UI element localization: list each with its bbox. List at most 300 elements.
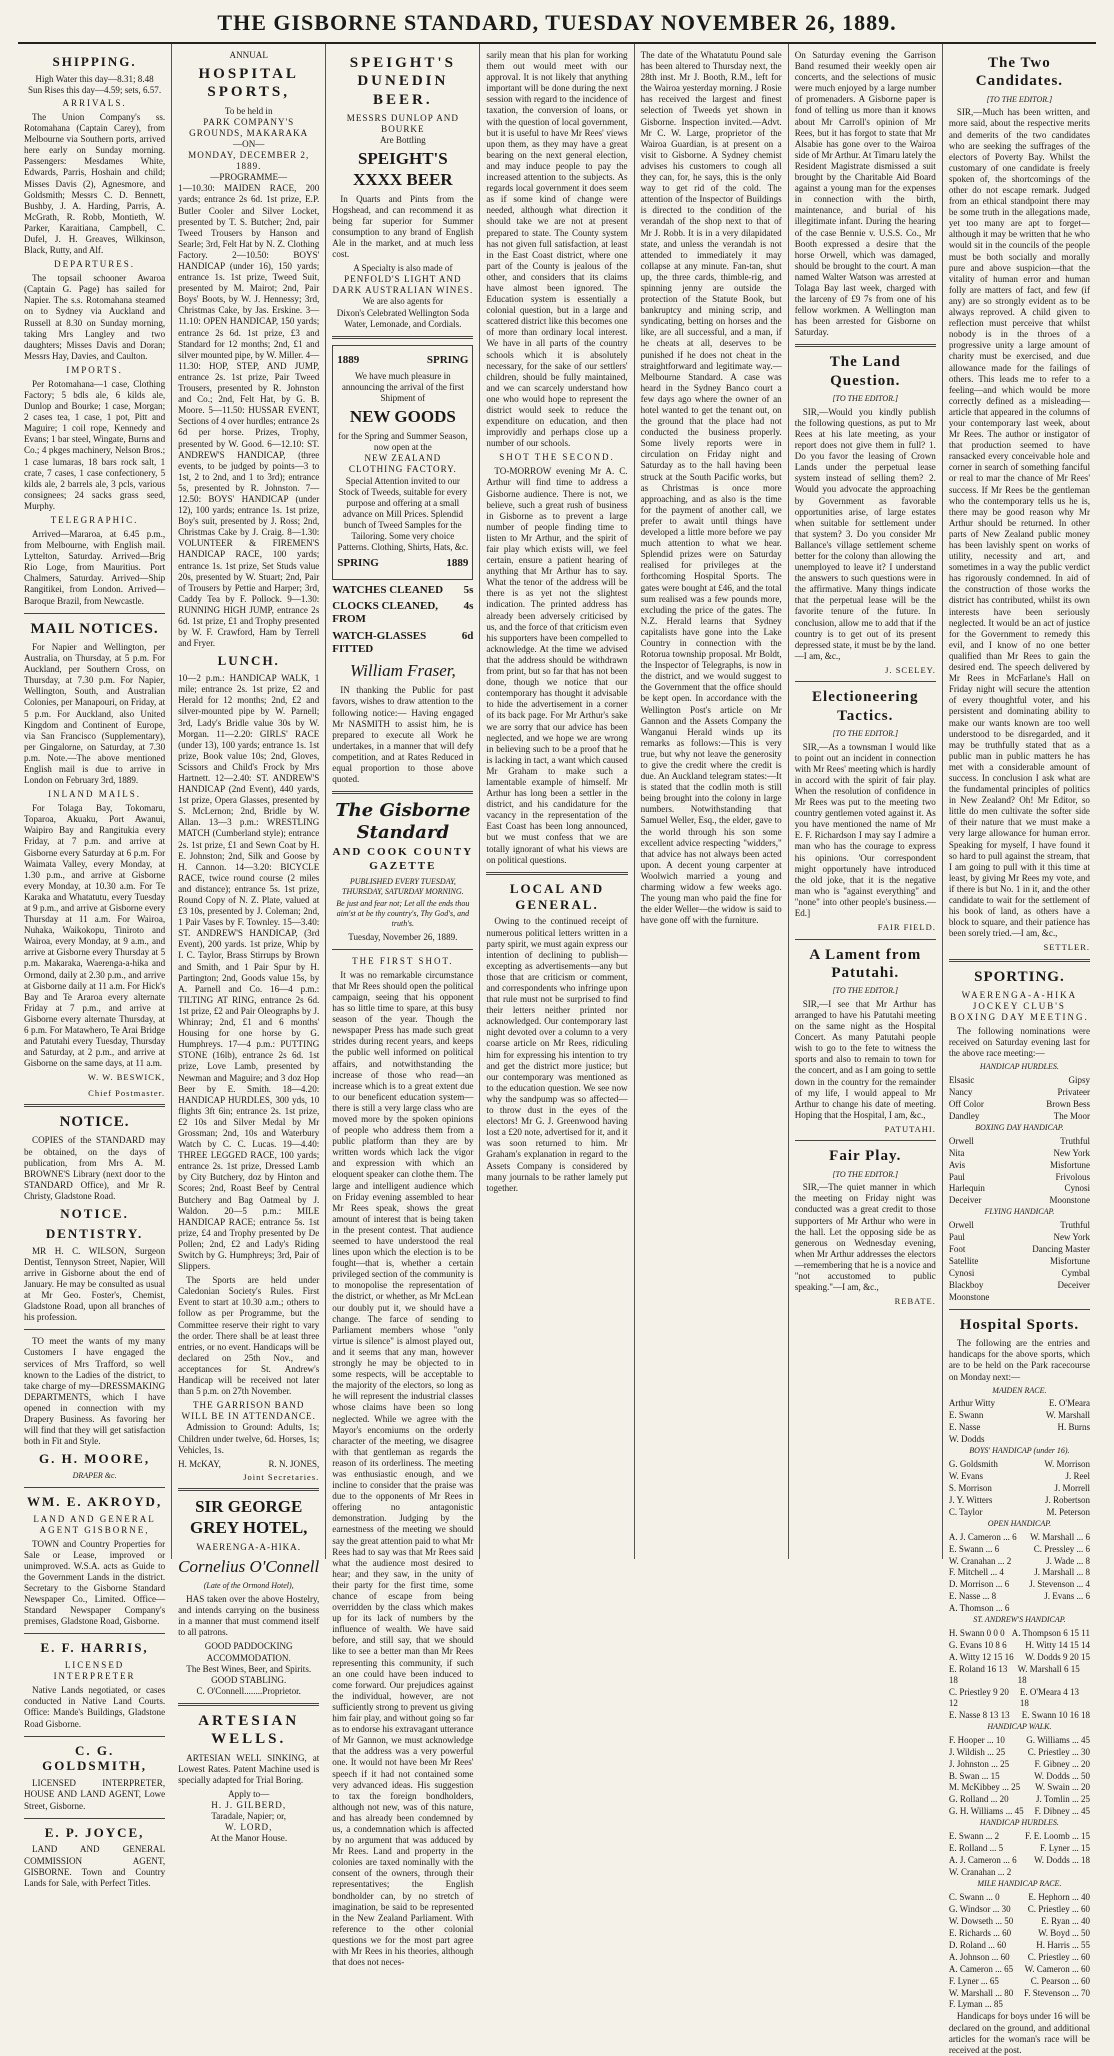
entry: A. Johnson ... 60 bbox=[948, 1951, 1010, 1962]
entry: E. Swann ... 6 bbox=[948, 1543, 1000, 1554]
entry: W. Swain ... 20 bbox=[1035, 1782, 1090, 1793]
mile-heading: MILE HANDICAP RACE. bbox=[977, 1879, 1062, 1889]
entry: F. Stevenson ... 70 bbox=[1023, 1987, 1090, 1998]
column-shipping bbox=[18, 44, 172, 1888]
shot2-text: TO-MORROW evening Mr A. C. Arthur will find time to address a Gisborne audience. There is not, we believe, such a great rush of business in Gisborne as to prevent a large number of people finding time to listen to Mr Arthur, and the spirit of fair play which exists will, we feel certain, ensure a patient hearing of anything that Mr Arthur has to say. What the tenor of the address will be there is as yet not the slightest indication. The printed address has already been adversely criticised by us, and the force of that criticism even his supporters have been compelled to acknowledge. At the time we advised that the address should be withdrawn from print, but so far that has not been done, though we notice that our contemporary has thought it advisable to hide the advertisement in a corner of its back page. For Mr Arthur's sake we are sorry that our advice has been neglected, and we hope we are wrong in believing such to be a proof that he is lacking in tact, a want which caused Mr Graham to make such a lamentable example of himself. Mr Arthur has long been a settler in the district, and his candidature for the vacancy in the representation of the East Coast has been long announced, but we must confess that we are totally ignorant of what his views are on political questions. bbox=[486, 466, 628, 865]
entry-row bbox=[949, 1111, 1090, 1122]
notice-heading: NOTICE. bbox=[59, 1114, 130, 1131]
first-shot-text: It was no remarkable circumstance that Mr Rees should open the political campaign, seeing that his opponent has so little time to spare, at this busy season of the year. Though the newspaper Press has made such great strides during recent years, and keeps the public well informed on political affairs, and notwithstanding the increase of those who read—an increase which is to a great extent due to our beneficent education system—there is still a very large class who are moved more by the spoken opinions of people who address them from a public platform than they are by written words which lack the vigor and expression with which an eloquent speaker can clothe them. The large and intelligent audience which on Friday evening assembled to hear Mr Rees speak, shows the great amount of interest that is being taken in the present contest. That audience seemed to have understood the real lines upon which the election is to be fought—that is, whether a certain privileged section of the community is to monopolise the representation of the district, or whether, as Mr McLean our doubly put it, we should have a change. The farce of sending to Parliament members whose "only virtue is silence" is almost played out, and it seems that any man, however strongly he may be objected to in some respects, will be acceptable to the majority of the electors, so long as he will represent the industrial classes whose claims have been so long neglected. While we agree with the Mayor's encomiums on the orderly character of the meeting, we disagree with that gentleman as regards the reason of its orderliness. The meeting was enthusiastic enough, and we incline to consider that the praise was due to the opponents of Mr Rees in offering no antagonistic demonstration. Judging by the earnestness of the meeting we should say the great attention paid to what Mr Rees had to say was that Mr Rees said what the audience most desired to hear; and they saw, in the unity of their party for the first time, some chance of escape from being overridden by the class which makes up for its lack of numbers by the influence of wealth. We have said before, and still say, that we should like to see a better man than Mr Rees representing this community, if such an one could have been induced to come forward. Our prejudices against the individual, however, are not sufficiently strong to prevent us giving him fair play, and without going so far as to endorse his extravagant utterance of Mr Gannon, we must acknowledge that the address was a very powerful one. It would not have been Mr Rees' speech if it had not contained some very advanced ideas. His suggestion to tax the foreign bondholders, although not new, was of this nature, and has already been condemned by us, a condemnation which is affected by no argument that was adduced by Mr Rees. Land and property in the colonies are taxed nominally with the consent of the owners, through their representatives; the English bondholder can, by no stretch of imagination, be said to be represented in the New Zealand Parliament. With reference to the other colonial questions we for the most part agree with Mr Rees in his theories, although that does not neces- bbox=[332, 969, 474, 1968]
entry: Moonstone bbox=[1049, 1195, 1090, 1206]
hurdles2-heading: HANDICAP HURDLES. bbox=[979, 1818, 1059, 1828]
clocks-label: CLOCKS CLEANED, FROM bbox=[332, 600, 439, 626]
fair-signature: REBATE. bbox=[894, 1296, 936, 1307]
boys-heading: BOYS' HANDICAP (under 16). bbox=[969, 1446, 1070, 1456]
entry: J. Morrell bbox=[1054, 1482, 1090, 1493]
nz-factory: NEW ZEALAND CLOTHING FACTORY. bbox=[348, 453, 457, 475]
entry: J. Tomlin ... 25 bbox=[1036, 1794, 1090, 1805]
divider bbox=[949, 1309, 1090, 1310]
maiden-heading: MAIDEN RACE. bbox=[992, 1385, 1047, 1395]
divider bbox=[178, 1703, 319, 1706]
divider bbox=[795, 344, 936, 347]
entry-row bbox=[949, 1747, 1090, 1758]
entry-row bbox=[949, 1483, 1090, 1494]
telegraphic-heading: TELEGRAPHIC. bbox=[50, 515, 139, 526]
entry: Misfortune bbox=[1049, 1256, 1090, 1267]
glasses-label: WATCH-GLASSES FITTED bbox=[332, 629, 427, 656]
lament-to-editor: [TO THE EDITOR.] bbox=[832, 986, 899, 996]
entry: Nancy bbox=[948, 1086, 973, 1097]
inland-heading: INLAND MAILS. bbox=[48, 789, 142, 800]
entry-row bbox=[949, 1148, 1090, 1159]
divider bbox=[24, 1487, 165, 1488]
fair-to-editor: [TO THE EDITOR.] bbox=[832, 1169, 899, 1179]
entry: W. Marshall ... 80 bbox=[948, 1987, 1014, 1998]
entry: C. Pressley ... 6 bbox=[1033, 1543, 1090, 1554]
sporting-closing: Handicaps for boys under 16 will be declared on the ground, and additional articles for the woman's race will be received at the post. bbox=[948, 2011, 1090, 2055]
entry-row bbox=[949, 1831, 1090, 1842]
candidates-heading: The Two Candidates. bbox=[975, 55, 1064, 90]
entry-row bbox=[949, 1256, 1090, 1267]
entry-row bbox=[949, 1603, 1090, 1614]
entry: H. Witty 14 15 14 bbox=[1025, 1640, 1090, 1651]
entry: W. Morrison bbox=[1044, 1458, 1090, 1469]
local-text: Owing to the continued receipt of numerous political letters written in a party spirit, we must again express our intention of declining to publish—excepting as advertisements—any but those that are criticism or comment, and correspondents who infringe upon that rule must not be surprised to find their letters neither printed nor acknowledged. Our contemporary last night devoted over a column to a very coarse article on Mr Rees, ridiculing him for expressing his intention to try and get the district more justice; but our contemporary was mentioned as to the education question. We see now why the sandpump was so affected—to throw dust in the eyes of the electors! Mr G. J. Greenwood having lost a £20 note, advertised for it, and it was soon returned to him. Mr Graham's explanation in regard to the Assets Company is considered by many journals to be rather lamely put together. bbox=[486, 916, 628, 1193]
spring-word: SPRING bbox=[426, 353, 469, 366]
inland-text: For Tolaga Bay, Tokomaru, Toparoa, Akuaku, Port Awanui, Waipiro Bay and Rangitukia every Friday, at 7 p.m. and arrive at Gisborne every Saturday at 6 p.m. For Waimata Valley, every Monday, at 1.30 p.m., and arrive at Gisborne every Monday, at 10.30 a.m. For Te Karaka and Whatatutu, every Tuesday at 9 p.m., and arrive at Gisborne every Thursday at 11 a.m. For Wairoa, Nuhaka, Waikokopu, Tiniroto and Wairoa, every Monday, at 9 a.m., and arrive at Gisborne every Thursday at 5 p.m. Makaraka, Waerenga-a-hika and Ormond, daily at 2.30 p.m., and arrive at Gisborne daily at 11 a.m. For Hick's Bay and Te Araroa every alternate Friday at 7 p.m., and arrive at Gisborne every alternate Thursday, at 6 p.m. For Matawhero, Te Arai Bridge and Patutahi every Tuesday, Thursday and Saturday, at 2 p.m., and arrive at Gisborne on the same days, at 11 a.m. bbox=[24, 803, 166, 1069]
entry: J. Wildish ... 25 bbox=[948, 1746, 1006, 1757]
harris-text: Native Lands negotiated, or cases conducted in Native Land Courts. Office: Mande's Buildings, Gladstone Road Gisborne. bbox=[24, 1685, 166, 1729]
entry: C. Priestley ... 60 bbox=[1027, 1951, 1090, 1962]
entry-row bbox=[949, 1904, 1090, 1915]
elect-signature: FAIR FIELD. bbox=[877, 922, 936, 933]
nz-text: Special Attention invited to our Stock of Tweeds, suitable for every purpose and offering at a small advance on Mill Prices. Splendid bunch of Tweed Samples for the Tailoring. Some very choice Patterns. Clothing, Shirts, Hats, &c. bbox=[337, 475, 469, 553]
entry-row bbox=[949, 1292, 1090, 1303]
entry: D. Roland ... 60 bbox=[948, 1939, 1007, 1950]
joint-secretaries: Joint Secretaries. bbox=[243, 1471, 320, 1482]
column-sports-ad bbox=[172, 44, 326, 1844]
spring-word-bottom: SPRING bbox=[337, 557, 379, 570]
secretaries-row bbox=[178, 1459, 319, 1470]
dentistry-heading: DENTISTRY. bbox=[45, 1225, 144, 1241]
fair-text: SIR,—The quiet manner in which the meeting on Friday night was conducted was a great credit to those supporters of Mr Arthur who were in the hall. Let the opposing side be as generous on Wednesday evening, when Mr Arthur addresses the electors—remembering that he is a novice and "not accustomed to public speaking."—I am, &c., bbox=[794, 1182, 936, 1293]
entry-row bbox=[949, 1471, 1090, 1482]
moore-name: G. H. MOORE, bbox=[39, 1451, 151, 1467]
candidates-signature: SETTLER. bbox=[1043, 942, 1090, 953]
arrivals-heading: ARRIVALS. bbox=[62, 98, 127, 109]
entry: F. Mitchell ... 4 bbox=[948, 1567, 1004, 1578]
spring-year-bottom: 1889 bbox=[446, 557, 469, 570]
entry: W. Boyd ... 50 bbox=[1038, 1927, 1090, 1938]
elect-text: SIR,—As a townsman I would like to point out an incident in connection with Mr Rees' meeting which is hardly in accord with the spirit of fair play. When the resolution of confidence in Mr Rees was put to the meeting two country gentlemen voted against it. As you have mentioned the name of Mr E. F. Richardson I may say I admire a man who has the courage to express his opinions. 'Our correspondent might opportunely have introduced the old joke, that it is the negative man who is "against everything" and "none" into other people's business.—Ed.] bbox=[794, 741, 936, 919]
divider bbox=[332, 336, 473, 339]
entry: Orwell bbox=[948, 1135, 974, 1146]
harris-sub: LICENSED INTERPRETER bbox=[53, 1660, 136, 1682]
entry: G. H. Williams ... 45 bbox=[948, 1806, 1024, 1817]
entry-row bbox=[949, 1928, 1090, 1939]
divider bbox=[332, 791, 473, 794]
flying-heading: FLYING HANDICAP. bbox=[984, 1207, 1055, 1217]
entry: A. Witty 12 15 16 bbox=[948, 1652, 1014, 1663]
column-ads-editorial bbox=[326, 44, 480, 1968]
lunch-text: 10—2 p.m.: HANDICAP WALK, 1 mile; entrance 2s. 1st prize, £2 and Herald for 12 months; 2nd, £2 and silver-mounted pipe by W. Parnell; 3rd, Lady's Bridle value 30s by W. Morgan. 11—2.20: GIRLS' RACE (under 13), 100 yards; entrance 1s. 1st prize, Book value 10s; 2nd, Gloves, Scissors and Child's Frock by Mrs Hartnett. 12—2.40: ST. ANDREW'S HANDICAP (2nd Event), 440 yards, 1st prize, Opera Glasses, presented by S. McLernon; 2nd, Bridle by W. Allan. 13—3 p.m.: WRESTLING MATCH (Cumberland style); entrance 2s. 1st prize, £1 and Sewn Coat by H. E. Johnston; 2nd, Silk and Goose by H. Cannon. 14—3.20: BICYCLE RACE, twice round course (2 miles and distance); entrance 5s. 1st prize, Round Copy of N. Z. Plate, valued at £3 10s, presented by J. Coleman; 2nd, 1 Pair Vases by F. Townley. 15—3.40: ST. ANDREW'S HANDICAP, (3rd Event), 200 yards. 1st prize, Whip by I. C. Taylor, Brass Stirrups by Brown and Smith, and 1 Pair Spur by H. Partington; 2nd, Goods value 15s, by A. Parnell and Co. 16—4 p.m.: TILTING AT RING, entrance 2s 6d. 1st prize, £2 and Pair Oleographs by J. Whinray; 2nd, £1 and 6 months' Housing for one horse by G. Humphreys. 17—4 p.m.: PUTTING STONE (16lb), entrance 2s 6d. 1st prize, Love Lamb, presented by Newman and Maguire; and 3 doz Hop Beer by E. Smith. 18—4.20: HANDICAP HURDLES, 300 yds, 10 flights 3ft 6in; entrance 2s. 1st prize, £2 10s and Silver Medal by Mr Grossman; 2nd, 10s and Waterbury Watch by C. C. Lucas. 19—4.40: THREE LEGGED RACE, 100 yards; entrance 2s. 1st prize, Dressed Lamb by City Butchery, doz by Hinton and Scores; 2nd, Roast Beef by Central Butchery and Bag Oatmeal by J. Waldon. 20—5 p.m.: MILE HANDICAP RACE; entrance 5s. 1st prize, £4 and Trophy presented by De Pollen; 2nd, £2 and Lady's Riding Switch by G. Humphreys; 3rd, Pair of Slippers. bbox=[178, 673, 320, 1272]
entry: J. Wade ... 8 bbox=[1046, 1555, 1090, 1566]
entry: W. Dodds 9 20 15 bbox=[1025, 1652, 1090, 1663]
glasses-row bbox=[332, 630, 473, 657]
entry: M. McKibbey ... 25 bbox=[948, 1782, 1021, 1793]
divider bbox=[24, 613, 165, 614]
entry: A. J. Cameron ... 6 bbox=[948, 1531, 1017, 1542]
entry: E. Richards ... 60 bbox=[948, 1927, 1012, 1938]
entry-row bbox=[949, 1916, 1090, 1927]
entry: H. Burns bbox=[1057, 1422, 1090, 1433]
bottling: Are Bottling bbox=[379, 135, 426, 146]
shot2-heading: SHOT THE SECOND. bbox=[499, 452, 615, 463]
entry: Paul bbox=[948, 1171, 965, 1182]
watches-price: 5s bbox=[463, 583, 474, 596]
tide-line: High Water this day—8.31; 8.48 bbox=[35, 73, 154, 84]
imports-heading: IMPORTS. bbox=[66, 364, 123, 375]
entry: W. Cranahan ... 2 bbox=[948, 1867, 1012, 1878]
divider bbox=[24, 1818, 165, 1819]
entry: C. Priestley ... 30 bbox=[1027, 1746, 1090, 1757]
entry: C. Swann ... 0 bbox=[948, 1891, 1000, 1902]
standrew-heading: ST. ANDREW'S HANDICAP. bbox=[973, 1615, 1066, 1625]
entry-row bbox=[949, 1771, 1090, 1782]
artesian-text: ARTESIAN WELL SINKING, at Lowest Rates. Patent Machine used is specially adapted for Trial Boring. bbox=[178, 1752, 320, 1785]
entry: G. Windsor ... 30 bbox=[948, 1903, 1011, 1914]
entry-row bbox=[949, 1244, 1090, 1255]
entry: Gipsy bbox=[1068, 1074, 1090, 1085]
entry: J. Reel bbox=[1065, 1470, 1090, 1481]
harris-name: E. F. HARRIS, bbox=[40, 1640, 149, 1656]
entry: The Moor bbox=[1053, 1110, 1090, 1121]
entry: J. Robertson bbox=[1044, 1494, 1090, 1505]
programme-heading: —PROGRAMME— bbox=[210, 172, 288, 183]
spring-ad bbox=[332, 345, 473, 580]
imports-text: Per Rotomahana—1 case, Clothing Factory; 5 bdls ale, 6 kilds ale, Dunlop and Bourke; 1 case, Morgan; 2 cases tea, 1 case, 1 pot, Pitt and Maguire; 1 coil rope, Kennedy and Evans; 1 bar steel, Wingate, Burns and Co.; 4 pkges machinery, Nelson Bros.; 1 case lumaras, 18 bars rock salt, 1 crate, 7 cases, 1 case confectionery, 5 kilds ale, 2 barrels ale, 3 pcls, various consignees; 24 sacks grass seed, Murphy. bbox=[24, 378, 166, 511]
entry-row bbox=[949, 1591, 1090, 1602]
entry: W. Cameron ... 60 bbox=[1024, 1963, 1090, 1974]
divider bbox=[24, 1633, 165, 1634]
admission: Admission to Ground: Adults, 1s; Children under twelve, 6d. Horses, 1s; Vehicles, 1s. bbox=[178, 1422, 320, 1455]
column-local-news bbox=[635, 44, 789, 1559]
column-sporting bbox=[943, 44, 1096, 2055]
entry-row bbox=[949, 1892, 1090, 1903]
entry: E. O'Meara bbox=[1048, 1398, 1090, 1409]
columns bbox=[18, 44, 1096, 2055]
land-to-editor: [TO THE EDITOR.] bbox=[832, 394, 899, 404]
entry: E. Nasse bbox=[948, 1422, 981, 1433]
watches-label: WATCHES CLEANED bbox=[332, 583, 444, 596]
oconnell-text: HAS taken over the above Hostelry, and intends carrying on the business in a manner that must commend itself to all patrons. bbox=[178, 1594, 320, 1638]
grey-hotel-title: SIR GEORGE GREY HOTEL, bbox=[189, 1497, 308, 1537]
entry: E. Ryan ... 40 bbox=[1041, 1915, 1090, 1926]
annual-label: ANNUAL bbox=[229, 50, 268, 60]
lament-signature: PATUTAHI. bbox=[884, 1123, 936, 1134]
entry-row bbox=[949, 1495, 1090, 1506]
entry: E. Roland 16 13 18 bbox=[948, 1664, 1008, 1685]
entry: H. Swann 0 0 0 bbox=[948, 1628, 1005, 1639]
entry: C. Priestley 9 20 12 bbox=[948, 1686, 1009, 1708]
divider bbox=[949, 959, 1090, 962]
entry: F. Hooper ... 10 bbox=[948, 1734, 1005, 1745]
entry-row bbox=[949, 1544, 1090, 1555]
entry: C. Pearson ... 60 bbox=[1030, 1975, 1090, 1986]
on-label: —ON— bbox=[233, 138, 265, 149]
lord-place: At the Manor House. bbox=[210, 1833, 288, 1844]
entry-row bbox=[949, 1640, 1090, 1651]
entry-row bbox=[949, 1843, 1090, 1854]
spring-year: 1889 bbox=[337, 353, 360, 366]
oconnell-name: Cornelius O'Connell bbox=[178, 1556, 320, 1576]
fraser-text: IN thanking the Public for past favors, wishes to draw attention to the following notice:— Having engaged Mr NASMITH to assist him, he is prepared to execute all Work he undertakes, in a manner that will defy competition, and at Rates Reduced in equal proportion to those above quoted. bbox=[332, 685, 474, 785]
elect-heading: Electioneering Tactics. bbox=[812, 689, 919, 724]
entry: F. E. Loomb ... 15 bbox=[1024, 1831, 1090, 1842]
hospital-intro: The following are the entries and handicaps for the above sports, which are to be held on the Park racecourse on Monday next:— bbox=[948, 1338, 1090, 1382]
agents: We are also agents for bbox=[362, 296, 444, 307]
goldsmith-text: LICENSED INTERPRETER, HOUSE AND LAND AGENT, Lowe Street, Gisborne. bbox=[24, 1778, 166, 1811]
entry: Nita bbox=[948, 1147, 965, 1158]
entry-row bbox=[949, 1172, 1090, 1183]
dentistry-text: MR H. C. WILSON, Surgeon Dentist, Tennyson Street, Napier, Will arrive in Gisborne about the end of January. He may be consulted as usual at Mr Geo. Foster's, Chemist, Gladstone Road, upon all branches of his profession. bbox=[24, 1245, 166, 1323]
entry: Blackboy bbox=[948, 1280, 984, 1290]
spring-row-bottom bbox=[337, 557, 468, 570]
entry: E. Swann 10 16 18 bbox=[1021, 1709, 1090, 1720]
divider bbox=[795, 1140, 936, 1141]
issue-date: Tuesday, November 26, 1889. bbox=[348, 931, 458, 942]
entry-row bbox=[949, 1268, 1090, 1279]
entry: Foot bbox=[948, 1244, 966, 1255]
entry: E. Nasse 8 13 13 bbox=[948, 1709, 1010, 1720]
entry: E. Swann bbox=[948, 1410, 984, 1421]
masthead: THE GISBORNE STANDARD, TUESDAY NOVEMBER 26, 1889. bbox=[18, 10, 1096, 44]
entry: W. Evans bbox=[948, 1470, 984, 1481]
entry-row bbox=[949, 1532, 1090, 1543]
fraser-name: William Fraser, bbox=[349, 660, 456, 680]
entry: E. Rolland ... 5 bbox=[948, 1843, 1004, 1854]
entry: Cymbal bbox=[1061, 1268, 1090, 1279]
entry: G. Evans 10 8 6 bbox=[948, 1640, 1007, 1651]
entry: Harlequin bbox=[948, 1183, 985, 1194]
land-text: SIR,—Would you kindly publish the following questions, as put to Mr Rees at his late meeting, as your report does not give them in full? 1. Do you favor the leasing of Crown Lands under the perpetual lease system instead of selling them? 2. Would you advocate the approaching by Government as favorable opportunities arise, of large estates when suitable for settlement under that system? 3. Do you consider Mr Ballance's village settlement scheme better for the colony than allowing the unemployed to leave it? I understand the answers to such questions were in the affirmative. Many things indicate that the perpetual lease will be the favorite tenure of the future. In conclusion, allow me to add that if the country is to get out of its present depressed state, it must be by the land.—I am, &c., bbox=[794, 406, 936, 661]
divider bbox=[795, 681, 936, 682]
elect-to-editor: [TO THE EDITOR.] bbox=[832, 728, 899, 738]
jockey-intro: The following nominations were received on Saturday evening last for the above race meeting:— bbox=[948, 1025, 1090, 1059]
shipping-heading: SHIPPING. bbox=[52, 54, 137, 69]
sporting-heading: SPORTING. bbox=[974, 968, 1065, 985]
sports-title: HOSPITAL SPORTS, bbox=[198, 66, 299, 101]
column-editorial-cont bbox=[480, 44, 634, 1559]
entry: S. Morrison bbox=[948, 1482, 992, 1493]
entry: Cynosi bbox=[1064, 1183, 1090, 1194]
entry-row bbox=[949, 1628, 1090, 1639]
entry: W. Marshall bbox=[1045, 1410, 1090, 1421]
entry-row bbox=[949, 1952, 1090, 1963]
notice2-heading: NOTICE. bbox=[60, 1205, 129, 1221]
candidates-text: SIR,—Much has been written, and more said, about the respective merits and demerits of the two candidates who are seeking the suffrages of the electors of Poverty Bay. Whilst the customary of one candidate is freely spoken of, the shortcomings of the other do not escape remark. Judged from an ethical standpoint there may be some truth in the allegations made, yet too many are apt to forget—although it may be written that he who would sit in the councils of the people must be both socially and morally pure and above suspicion—that the vitality of human error and human folly are matters of fact, and few (if any) are so strongly evident as to be always reproved. A child given to reflection must perceive that whilst nobody is in the throes of a progressive unity a large amount of charity must be exercised, and due allowance made for the failings of others. This leads me to refer to a feeling—and which would be more correctly defined as a misleading—article that appeared in the columns of your contemporary last week, about Mr Rees. The author or instigator of that production seemed to have ransacked every conceivable hole and corner in search of something fanciful or real to mar the chance of Mr Rees' success. If Mr Rees be the gentleman who the contemporary tells us he is, there may be good reason why Mr Arthur should be returned. In other parts of New Zealand public money has been lavishly spent on works of utility, necessity and art, and sometimes in a way the public verdict has rigorously condemned. In aid of the construction of those works the district has contributed, whilst its own interests have been seriously neglected. It would be an act of justice for the Government to remedy this evil, and I know of no one better qualified than Mr Rees to gain the desired end. The speech delivered by Mr Rees in McFarlane's Hall on Friday night will secure the attention of every thoughtful voter, and his persistent and dominating ability to make our wants known are too well understood to be disregarded, and it may be truthfully stated that as a public man in public matters he has met with a considerable amount of success. In conclusion I ask what are the fundamental principles of politics in New Zealand? Oh! Mr Editor, so little do men cultivate the softer side of their nature that we must make a very large allowance for human error. Speaking for myself, I have found it so hard to pull against the stream, that I am going to pull with it this time at least, by giving Mr Rees my vote, and if there is but No. 1 in it, and the other candidate to wait for the settlement of his book of land, as others have a block to square, and their patience has been sorely tried.—I am, &c., bbox=[948, 107, 1090, 939]
entry-row bbox=[949, 1855, 1090, 1866]
new-goods: NEW GOODS bbox=[349, 407, 456, 427]
entry: Truthful bbox=[1060, 1220, 1090, 1231]
jones: R. N. JONES, bbox=[268, 1458, 320, 1469]
akroyd-name: WM. E. AKROYD, bbox=[26, 1493, 163, 1509]
entry-row bbox=[949, 1579, 1090, 1590]
entry-row bbox=[949, 1964, 1090, 1975]
entry-row bbox=[949, 1567, 1090, 1578]
penfold: PENFOLD'S LIGHT AND DARK AUSTRALIAN WINES. bbox=[332, 274, 474, 296]
entry: G. Rolland ... 20 bbox=[948, 1794, 1009, 1805]
entry-row bbox=[949, 1220, 1090, 1231]
spring-row bbox=[337, 354, 468, 367]
hospital-sports-heading: Hospital Sports. bbox=[959, 1316, 1080, 1333]
entry: Frivolous bbox=[1055, 1171, 1090, 1182]
garrison-band: THE GARRISON BAND WILL BE IN ATTENDANCE. bbox=[181, 1400, 316, 1422]
entry-row bbox=[949, 1398, 1090, 1409]
entry: A. Thompson 6 15 11 bbox=[1011, 1628, 1090, 1639]
dixon: Dixon's Celebrated Wellington Soda Water, Lemonade, and Cordials. bbox=[336, 307, 470, 329]
akroyd-text: TOWN and Country Properties for Sale or Lease, improved or unimproved. W.S.A. acts as Guide to the Government Lands in the district. Secretary to the Gisborne Standard Newspaper Co., Limited. Office—Standard Newspaper Company's premises, Gladstone Road, Gisborne. bbox=[24, 1538, 166, 1627]
entry: J. Stevenson ... 4 bbox=[1029, 1579, 1090, 1590]
grey-hotel-place: WAERENGA-A-HIKA. bbox=[196, 1541, 302, 1552]
entry: A. J. Cameron ... 6 bbox=[948, 1855, 1017, 1866]
entry-row bbox=[949, 1422, 1090, 1433]
entry: W. Marshall 6 15 18 bbox=[1017, 1664, 1080, 1685]
boxing-heading: BOXING DAY HANDICAP. bbox=[975, 1122, 1064, 1132]
lunch-heading: LUNCH. bbox=[217, 653, 280, 669]
entry-row bbox=[949, 1195, 1090, 1206]
entry: Orwell bbox=[948, 1220, 974, 1231]
glasses-price: 6d bbox=[461, 629, 474, 642]
entry: Brown Bess bbox=[1046, 1098, 1090, 1109]
entry-row bbox=[949, 1183, 1090, 1194]
nz-intro: We have much pleasure in announcing the arrival of the first Shipment of bbox=[341, 371, 464, 404]
motto: Be just and fear not; Let all the ends thou aim'st at be thy country's, Thy God's, and truth's. bbox=[336, 899, 470, 928]
entry: Off Color bbox=[948, 1098, 984, 1109]
entry-row bbox=[949, 1988, 1090, 1999]
entry: F. Lyner ... 65 bbox=[948, 1975, 999, 1986]
joyce-text: LAND AND GENERAL COMMISSION AGENT, GISBORNE. Town and Country Lands for Sale, with Perfect Titles. bbox=[24, 1844, 166, 1888]
entry: W. Dodds bbox=[948, 1434, 985, 1445]
mail-text: For Napier and Wellington, per Australia, on Thursday, at 5 p.m. For Auckland, per Southern Cross, on Thursday, at 7.30 p.m. For Napier, Wellington, South, and Australian Colonies, per Manapouri, on Friday, at 5 p.m. For Auckland, also United Kingdom and Continent of Europe, via San Francisco (Supplementary), per Gingalorne, on Saturday, at 7.30 p.m. Note.—The above mentioned English mail is due to arrive in London on February 3rd, 1889. bbox=[24, 641, 166, 786]
divider bbox=[332, 949, 473, 950]
entry-row bbox=[949, 1999, 1090, 2010]
published: PUBLISHED EVERY TUESDAY, THURSDAY, SATURDAY MORNING. bbox=[342, 876, 464, 896]
entry: W. Dodds ... 50 bbox=[1034, 1770, 1090, 1781]
entry: F. Dibney ... 45 bbox=[1034, 1806, 1090, 1817]
xxxx-beer: SPEIGHT'S XXXX BEER bbox=[353, 149, 453, 189]
entry: B. Swan ... 15 bbox=[948, 1770, 1000, 1781]
entry: Moonstone bbox=[948, 1291, 990, 1302]
clocks-row bbox=[332, 600, 473, 627]
entry-row bbox=[949, 1687, 1090, 1709]
entry: E. O'Meara 4 13 18 bbox=[1019, 1686, 1079, 1708]
entry: New York bbox=[1053, 1232, 1090, 1243]
entry-row bbox=[949, 1410, 1090, 1421]
entry: W. Cranahan ... 2 bbox=[948, 1555, 1012, 1566]
speights-title: SPEIGHT'S DUNEDIN BEER. bbox=[349, 55, 456, 108]
apply-to: Apply to— bbox=[228, 1788, 270, 1799]
stabling: GOOD STABLING. bbox=[211, 1674, 287, 1685]
joyce-name: E. P. JOYCE, bbox=[44, 1824, 145, 1840]
entry: W. Dowseth ... 50 bbox=[948, 1915, 1014, 1926]
entry: F. Lyman ... 85 bbox=[948, 1999, 1003, 2010]
entry: Cynosi bbox=[948, 1268, 975, 1279]
entry: H. Harris ... 55 bbox=[1036, 1939, 1090, 1950]
best-wines: The Best Wines, Beer, and Spirits. bbox=[186, 1663, 312, 1674]
paper-title: The Gisborne Standard bbox=[335, 800, 471, 844]
entry: Deceiver bbox=[1057, 1280, 1090, 1290]
entry: F. Lyner ... 15 bbox=[1039, 1843, 1090, 1854]
mail-heading: MAIL NOTICES. bbox=[30, 620, 159, 637]
entry: Deceiver bbox=[948, 1195, 982, 1206]
grounds: PARK COMPANY'S GROUNDS, MAKARAKA bbox=[189, 116, 309, 138]
local-heading: LOCAL AND GENERAL. bbox=[509, 880, 605, 912]
entry: G. Goldsmith bbox=[948, 1458, 998, 1469]
departures-text: The topsail schooner Awaroa (Captain G. Page) has sailed for Napier. The s.s. Rotomahana steamed on to Sydney via Auckland and Russell at 8.30 on Sunday morning, taking Mrs Langley and two daughters; Misses Davis and Doran; Messrs Hay, Davies, and Caulton. bbox=[24, 273, 166, 361]
lord: W. LORD, bbox=[225, 1822, 273, 1833]
entry: J. Johnston ... 25 bbox=[948, 1758, 1010, 1769]
proprietor: C. O'Connell........Proprietor. bbox=[196, 1685, 301, 1696]
entry-row bbox=[949, 1075, 1090, 1086]
arrivals-text: The Union Company's ss. Rotomahana (Captain Carey), from Melbourne via Southern ports, arrived here early on Sunday morning. Passengers: Mesdames White, Edwards, Parris, Hoshain and child; Misses Davis (2), Agnesmore, and Goldsmith; Messrs C. D. Bennett, Bushby, J. A. Harding, Parris, A. McGrath, R. Robb, Montieth, W. Parker, Karaitiana, Campbell, C. Dufel, J. H. Greaves, Wilkinson, Black, Rutty, and Alf. bbox=[24, 112, 166, 256]
entry: Truthful bbox=[1060, 1135, 1090, 1146]
entry: M. Peterson bbox=[1046, 1506, 1090, 1517]
entry-row bbox=[949, 1940, 1090, 1951]
entry: E. Hephorn ... 40 bbox=[1028, 1891, 1090, 1902]
entry: New York bbox=[1053, 1147, 1090, 1158]
mckay: H. McKAY, bbox=[178, 1458, 221, 1469]
departures-heading: DEPARTURES. bbox=[54, 259, 136, 270]
divider bbox=[24, 1736, 165, 1737]
walk-heading: HANDICAP WALK. bbox=[987, 1721, 1052, 1731]
entry: Dandley bbox=[948, 1110, 980, 1121]
editorial-continued: sarily mean that his plan for working them out would meet with our approval. It is not likely that anything important will be done during the next session with regard to the incidence of taxation, the conversion of loans, or with the question of local government, but it is useful to have Mr Rees' views upon them, as they may have a great bearing on the next general election, and may induce people to pay the increased attention to the subjects. As regards local government it does seem as if some kind of change were needed, although what direction it should take we are not at present prepared to state. The County system has not given full satisfaction, at least in the East Coast district, where one part of the County is jealous of the other, and considers that its claims have almost been ignored. The Education system is essentially a colonial question, but in a large and scattered district like this becomes one of more than ordinary local interest. We have in all parts of the country schools which it is absolutely necessary, for the sake of our settlers' children, should be fully maintained, and we can scarcely understand how one who would hope to represent the district would seek to reduce the expenditure on education, and then improvidly and perhaps close up a number of our schools. bbox=[486, 50, 628, 449]
entry-row bbox=[949, 1976, 1090, 1987]
held-in: To be held in bbox=[224, 105, 273, 116]
entry-row bbox=[949, 1710, 1090, 1721]
column-letters bbox=[789, 44, 943, 1559]
letters-intro: On Saturday evening the Garrison Band resumed their weekly open air concerts, and the selections of music were much enjoyed by a large number of promenaders. A Gisborne paper is fond of telling us more than it knows about Mr Carroll's opinion of Mr Rees, but it has forgot to state that Mr Alsabie has gone over to the Wairoa side of Mr Arthur. At Timaru lately the Resident Magistrate dismissed a suit brought by the Charitable Aid Board against a young man for the expenses in connection with the birth, maintenance, and burial of his illegitimate infant. During the hearing of the case Bennie v. U.S.S. Co., Mr Booth expressed a desire that the horse Orwell, which was damaged, should be brought to the court. A man named Walter Watson was arrested at Tolaga Bay last week, charged with the larceny of £9 7s from one of his fellow workmen. A Wellington man has been arrested for Gisborne on Saturday. bbox=[794, 50, 936, 338]
sports-note: The Sports are held under Caledonian Society's Rules. First Event to start at 10.30 a.m.; others to follow as per Programme, but the Committee reserve their right to vary the order. There shall be at least three entries, or no event. Handicaps will be declared on 25th Nov., and acceptances for St. Andrew's Handicap will be received not later than 5 p.m. on 27th November. bbox=[178, 1275, 320, 1397]
gilberd: H. J. GILBERD, bbox=[211, 1799, 287, 1810]
speights-text: In Quarts and Pints from the Hogshead, and can recommend it as being far superior for Summer consumption to any brand of English Ale in the market, and at much less cost. bbox=[332, 193, 474, 260]
specialty: A Specialty is also made of bbox=[353, 263, 453, 274]
entry: E. Swann ... 2 bbox=[948, 1831, 1000, 1842]
sun-line: Sun Rises this day—4.59; sets, 6.57. bbox=[28, 84, 162, 95]
entry: Dancing Master bbox=[1032, 1244, 1090, 1255]
entry-row bbox=[949, 1087, 1090, 1098]
divider bbox=[486, 872, 627, 875]
postmaster-title: Chief Postmaster. bbox=[88, 1087, 166, 1098]
programme-text: 1—10.30: MAIDEN RACE, 200 yards; entrance 2s 6d. 1st prize, E.P. Butler Cooler and Silver Locket, presented by T. S. Butcher; 2nd, pair Tweed Trousers by Hanson and Searle; 3rd, Felt Hat by N. Z. Clothing Factory. 2—10.50: BOYS' HANDICAP (under 16), 150 yards; entrance 1s. 1st prize, Tweed Suit, presented by M. Mairot; 2nd, Pair Boys' Boots, by W. J. Hennessy; 3rd, Christmas Cake, by Jas. Erskine. 3—11.10: OPEN HANDICAP, 150 yards; entrance 2s 6d. 1st prize, £3 and Standard for 12 months; 2nd, £1 and silver mounted pipe, by W. Miller. 4—11.30: HOP, STEP, AND JUMP, entrance 2s. 1st prize, Pair Tweed Trousers, presented by R. Johnston and Co.; 2nd, Felt Hat, by G. B. Moore. 5—11.50: HUSSAR EVENT, Sections of 4 over hurdles; entrance 2s 6d per horse. Prizes, Trophy, presented by W. Good. 6—12.10: ST. ANDREW'S HANDICAP, (three events, to be judged by points—3 to 1st, 2 to 2nd, and 1 to 3rd); entrance 5s, presented by R. Johnston. 7—12.50: BOYS' HANDICAP (under 12), 100 yards; entrance 1s. 1st prize, Boy's suit, presented by J. Ross; 2nd, Christmas Cake by J. Craig. 8—1.30: VOLUNTEER & FIREMEN'S HANDICAP RACE, 100 yards; entrance 1s. 1st prize, Set Studs value 20s, presented by W. Stuart; 2nd, Pair of Trousers by Pettie and Harper; 3rd, Caddy Tea by F. Pollock. 9—1.30: RUNNING HIGH JUMP, entrance 2s 6d. 1st prize, £1 and Trophy presented by W. F. Crawford, Ham by Terrell and Fryer. bbox=[178, 183, 320, 649]
entry: Satellite bbox=[948, 1256, 979, 1267]
goldsmith-name: C. G. GOLDSMITH, bbox=[42, 1742, 147, 1774]
fair-heading: Fair Play. bbox=[829, 1148, 902, 1165]
divider bbox=[178, 1488, 319, 1491]
entry: J. Y. Witters bbox=[948, 1494, 993, 1505]
entry-row bbox=[949, 1556, 1090, 1567]
entry-row bbox=[949, 1759, 1090, 1770]
divider bbox=[24, 1329, 165, 1330]
entry: A. Thomson ... 6 bbox=[948, 1603, 1010, 1614]
entry: Elsasic bbox=[948, 1074, 975, 1085]
land-signature: J. SCELEY. bbox=[885, 664, 936, 675]
entry: Paul bbox=[948, 1232, 965, 1243]
entry: G. Williams ... 45 bbox=[1026, 1734, 1090, 1745]
moore-title: DRAPER &c. bbox=[72, 1471, 117, 1481]
nz-for: for the Spring and Summer Season, now open at the bbox=[338, 431, 468, 453]
entry: Arthur Witty bbox=[948, 1398, 996, 1409]
